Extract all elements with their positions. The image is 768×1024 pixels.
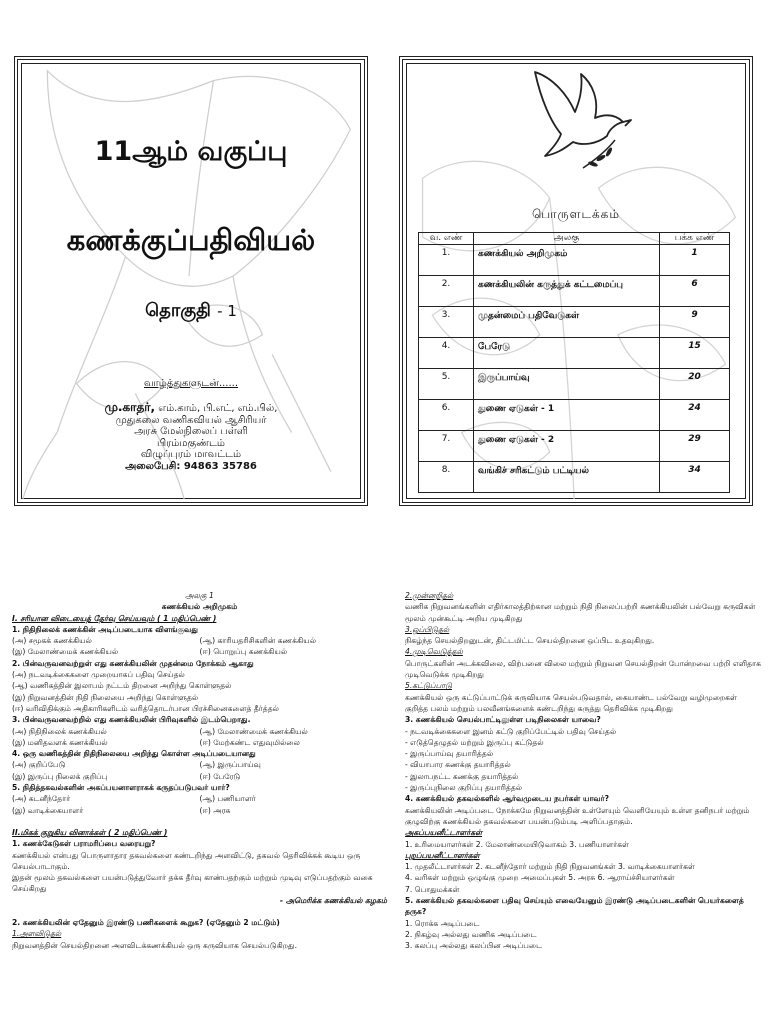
option: (ஆ) வணிகத்தின் இலாபம் நட்டம் திறனை அறிந்து கொள்ளுதல் [12,681,232,691]
question: 4. ஒரு வணிகத்தின் நிதிநிலையை அறிந்து கொள்ள அடிப்படையானது [12,749,256,759]
option: (இ) மேலாண்மைக் கணக்கியல் [12,647,119,657]
question: 1. கணக்கேடுகள் பராமரிப்பை வரையறு? [12,839,156,849]
toc-chapter: பேரேடு [474,338,660,369]
toc-header-chapter: அலகு [474,233,660,245]
toc-page: 9 [660,307,730,338]
volume-label [18,300,364,323]
answer-text: 7. பொதுமக்கள் [405,884,460,894]
toc-chapter: துணை ஏடுகள் - 2 [474,431,660,462]
answer-text: இதன் மூலம் தகவல்களை பயன்படுத்துவோர் தக்க தீர்வு காண்பதற்கும் மற்றும் முடிவு எடுப்பதற்கும் வகை செய்கிறது [12,873,373,894]
answer-text: கணக்கியல் என்பது பொருளாதார தகவல்களை கண்டறிந்து அளவிட்டு, தகவல் தெரிவிக்கக் கூடிய ஒரு செயல்பாடாகும். [12,850,361,871]
author-name-line [18,402,364,415]
cover-page-right [399,56,753,506]
option: (ஈ) அரசு [199,805,231,815]
option: (இ) மனிதவளக் கணக்கியல் [12,737,108,747]
option: (ஈ) பேரேடு [199,771,241,781]
author-name: மு.காதர், [104,400,156,414]
answer-heading: 3.ஒப்பிடுதல் [405,624,450,634]
answer-heading: 2.முன்னறிதல் [405,591,454,600]
options-row [12,646,387,657]
toc-row [419,369,730,400]
toc-chapter: துணை ஏடுகள் - 1 [474,400,660,431]
list-item: 2. நிகழ்வு அல்லது வணிக அடிப்படை [405,929,537,939]
answer-heading: அகப்பயனீட்டாளர்கள் [405,828,483,838]
option: (ஆ) காரியதரிசிகளின் கணக்கியல் [199,636,317,646]
options-row [12,771,387,782]
question: 2. பின்வருவனவற்றுள் எது கணக்கியலின் முதன்மை நோக்கம் ஆகாது [12,658,254,668]
toc-chapter: கணக்கியலின் கருத்துக் கட்டமைப்பு [474,276,660,307]
question: 3. பின்வருவனவற்றில் எது கணக்கியலின் பிரிவுகளில் இடம்பெறாது. [12,715,251,725]
options-row [12,793,387,804]
answer-heading: புறப்பயனீட்டாளர்கள் [405,850,480,860]
options-row [12,759,387,770]
dove-icon [523,64,638,174]
list-item: 3. கலப்பு அல்லது கலப்பின அடிப்படை [405,941,543,951]
list-item: - வியாபார கணக்கு தயாரித்தல் [405,760,511,770]
toc-header-number: வ. எண் [419,233,474,245]
list-item: 1. ரொக்க அடிப்படை [405,918,480,928]
option: (ஈ) மேற்கண்ட எதுவுமில்லை [199,737,300,747]
answer-text: கணக்கியல் ஒரு கட்டுப்பாட்டுக் கருவியாக செயல்படுவதால், கையாண்ட பல்வேறு வழிமுறைகள் குறித்த பலம் மற்றும் பலவீனங்களைக் கண்டறிந்து கருத்து தெரிவிக்க முடிகிறது [405,692,737,713]
subject-title: கணக்குப்பதிவியல் [66,223,316,257]
options-row [12,726,387,737]
toc-page: 29 [660,431,730,462]
toc-row [419,338,730,369]
questions-column-left [12,590,387,951]
toc-header-page: பக்க எண் [660,233,730,245]
toc-page: 24 [660,400,730,431]
toc-page: 6 [660,276,730,307]
question: 5. கணக்கியல் தகவல்களை பதிவு செய்யும் எவையேனும் இரண்டு அடிப்படைகளின் பெயர்களைத் தருக? [405,896,744,917]
answer-heading: 1.அளவிடுதல் [12,929,62,939]
answer-text: வணிக நிறுவனங்களின் எதிர்காலத்திற்கான மற்றும் நிதி நிலைப்பற்றி கணக்கியலின் பல்வேறு கருவிகள் மூலம் முன்கூட்டி அறிய முடிகிறது [405,602,756,623]
option: (ஆ) பணியாளர் [199,794,256,804]
toc-number: 1. [419,245,474,276]
toc-row [419,400,730,431]
toc-row [419,245,730,276]
toc-page: 1 [660,245,730,276]
option: (இ) நிறுவனத்தின் நிதி நிலையை அறிந்து கொள்ளுதல் [12,692,199,702]
greeting: வாழ்த்துகளுடன்...... [143,378,239,389]
author-degrees: எம்.காம், பி.எட், எம்.பில், [158,403,278,414]
option: (ஆ) மேலாண்மைக் கணக்கியல் [199,726,308,736]
option: (ஈ) பொறுப்பு கணக்கியல் [199,647,288,657]
option: (அ) நடவடிக்கைகளை முறையாகப் பதிவு செய்தல் [12,670,185,680]
list-item: - இலாபநட்ட கணக்கு தயாரித்தல் [405,771,519,781]
volume-text: தொகுதி [145,300,211,321]
answer-text: 4. வரிகள் மற்றும் ஒழுங்கு முறை அமைப்புகள் 5. அரசு 6. ஆராய்ச்சியாளர்கள் [405,873,675,883]
list-item: - இருப்புநிலை குறிப்பு தயாரித்தல் [405,783,523,793]
toc-number: 4. [419,338,474,369]
list-item: - இருப்பாய்வு தயாரித்தல் [405,749,494,759]
toc-header-row [419,233,730,245]
toc-page: 20 [660,369,730,400]
volume-number: - 1 [217,302,237,320]
toc-row [419,431,730,462]
option: (அ) குறிப்பேடு [12,760,66,770]
toc-row [419,462,730,493]
toc-title: பொருளடக்கம் [531,207,621,221]
author-line: பிரம்மகுண்டம் [157,437,225,449]
toc-page: 15 [660,338,730,369]
question: 3. கணக்கியல் செயல்பாட்டிலுள்ள படிநிலைகள் யாவை? [405,715,601,725]
author-block [18,402,364,472]
toc-row [419,307,730,338]
questions-column-right [405,590,761,952]
toc-row [419,276,730,307]
toc-chapter: வங்கிச் சரிகட்டும் பட்டியல் [474,462,660,493]
answer-text: 1. முதலீட்டாளர்கள் 2. கடனீந்தோர் மற்றும் நிதி நிறுவனங்கள் 3. வாடிக்கையாளர்கள் [405,862,695,872]
option: (ஆ) இருப்பாய்வு [199,760,261,770]
option: (அ) சமூகக் கணக்கியல் [12,636,92,646]
question: 1. நிதிநிலைக் கணக்கின் அடிப்படையாக விளங்குவது [12,624,198,634]
toc-table [418,232,730,493]
answer-text: பொருட்களின் அடக்கவிலை, விற்பனை விலை மற்றும் நிறுவன செயல்திறன் போன்றவை பற்றி எளிதாக முடிவெடுக்க முடிகிறது [405,658,761,680]
option: (இ) இருப்பு நிலைக் குறிப்பு [12,771,108,781]
toc-number: 3. [419,307,474,338]
toc-number: 5. [419,369,474,400]
answer-text: கணக்கியலின் அடிப்படை நோக்கமே நிறுவனத்தின் உள்ளேயும் வெளியேயும் உள்ள தனிநபர் மற்றும் குழுவிற்கு கணக்கியல் தகவல்களை பயன்படும்படி அளிப்பதாகும். [405,805,750,826]
answer-heading: 5.கட்டுப்பாடு [405,681,452,691]
option: (அ) கடனீந்தோர் [12,794,71,804]
author-line: விழுப்புரம் மாவட்டம் [140,449,242,460]
answer-text: 1. உரிமையாளர்கள் 2. மேலாண்மையிடுவாகம் 3. பணியாளர்கள் [405,839,629,849]
section-heading: I. சரியான விடையைத் தேர்வு செய்யவும் ( 1 மதிப்பெண் ) [12,613,217,623]
answer-source: - அமெரிக்க கணக்கியல் கழகம் [279,895,387,905]
toc-chapter: கணக்கியல் அறிமுகம் [474,245,660,276]
toc-chapter: முதன்மைப் பதிவேடுகள் [474,307,660,338]
answer-text: நிகழ்ந்த செயல்திறனுடன், திட்டமிட்ட செயல்திறனை ஒப்பிட உதவுகிறது. [405,636,655,646]
answer-text: நிறுவனத்தின் செயல்திறனை அளவிடக்கணக்கியல் ஒரு கருவியாக செயல்படுகிறது. [12,940,298,950]
toc-chapter: இருப்பாய்வு [474,369,660,400]
option: (ஈ) வரிவிதிக்கும் அதிகாரிகளிடம் வரித்தொடர்பான பிரச்சினைகளைத் தீர்த்தல் [12,703,279,713]
list-item: - எடுத்தெழுதல் மற்றும் இருப்பு கட்டுதல் [405,737,544,747]
question: 4. கணக்கியல் தகவல்களில் ஆர்வமுடைய நபர்கள் யாவர்? [405,794,610,804]
option: (அ) நிதிநிலைக் கணக்கியல் [12,726,107,736]
cover-page-left [14,56,368,506]
question: 5. நிதித்தகவல்களின் அகப்பயனாளராகக் கருதப்படுபவர் யார்? [12,783,230,793]
toc-page: 34 [660,462,730,493]
options-row [12,805,387,816]
toc-number: 8. [419,462,474,493]
toc-number: 2. [419,276,474,307]
unit-label: அலகு 1 [185,591,214,600]
author-phone: அலைபேசி: 94863 35786 [125,460,257,472]
options-row [12,737,387,748]
toc-number: 7. [419,431,474,462]
options-row [12,635,387,646]
toc-number: 6. [419,400,474,431]
unit-title: கணக்கியல் அறிமுகம் [161,602,238,612]
list-item: - நடவடிக்கைகளை இனம் கட்டு குறிப்பேட்டில் பதிவு செய்தல் [405,726,617,736]
answer-heading: 4.முடிவெடுத்தல் [405,647,463,657]
author-line: முதுகலை வணிகவியல் ஆசிரியர் [115,414,267,426]
author-line: அரசு மேல்நிலைப் பள்ளி [134,426,248,437]
grade-title: 11ஆம் வகுப்பு [94,136,288,167]
option: (இ) வாடிக்கையாளர் [12,805,84,815]
question: 2. கணக்கியலின் ஏதேனும் இரண்டு பணிகளைக் கூறுக? (ஏதேனும் 2 மட்டும்) [12,918,280,928]
section-heading: II.மிகக் குறுகிய வினாக்கள் ( 2 மதிப்பெண் ) [12,827,168,837]
